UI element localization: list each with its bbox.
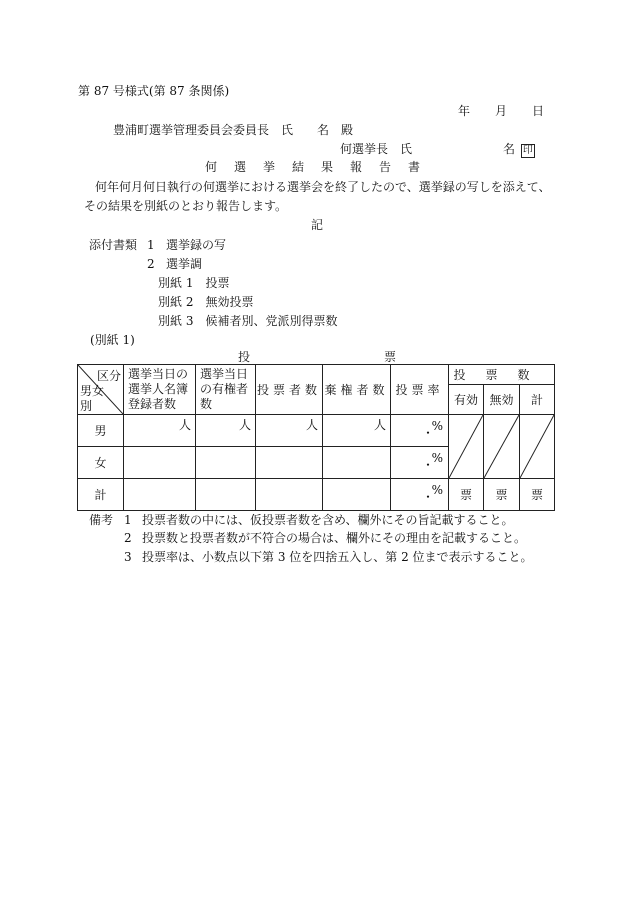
cell-rate-female[interactable] <box>391 447 449 479</box>
unit-person: 人 <box>305 418 318 432</box>
col-abstain: 棄権者数 <box>323 365 391 415</box>
name-char: 名 <box>503 142 516 156</box>
attachment-2-num: 2 <box>147 257 155 271</box>
annex-label: (別紙 1) <box>90 333 135 347</box>
cell-valid-total[interactable] <box>449 479 484 511</box>
cell-voters-female[interactable] <box>256 447 323 479</box>
notes-label: 備考 <box>89 513 114 527</box>
cell-eligible-total[interactable] <box>196 479 256 511</box>
unit-vote: 票 <box>459 488 472 502</box>
corner-cell <box>78 365 124 415</box>
col-voters: 投票者数 <box>256 365 323 415</box>
cell-eligible-male[interactable] <box>196 415 256 447</box>
corner-top-label: 区分 <box>96 369 121 383</box>
cell-voters-total[interactable] <box>256 479 323 511</box>
unit-percent: % <box>431 451 443 465</box>
unit-vote: 票 <box>495 488 508 502</box>
cell-voters-male[interactable] <box>256 415 323 447</box>
attachment-2-text: 選挙調 <box>166 257 203 271</box>
decimal-dot: ・ <box>422 426 435 440</box>
date-day: 日 <box>532 104 545 118</box>
cell-valid-slashed <box>449 415 484 479</box>
table-section-left: 投 <box>238 350 251 364</box>
col-eligible: 選挙当日の有権者数 <box>196 365 256 415</box>
note-1-text: 投票者数の中には、仮投票者数を含め、欄外にその旨記載すること。 <box>142 513 514 527</box>
document-title: 何選挙結果報告書 <box>205 160 438 174</box>
corner-bottom-label-2: 別 <box>80 399 93 413</box>
unit-percent: % <box>431 483 443 497</box>
sender-title: 何選挙長 氏 <box>340 142 413 156</box>
sub-attachment-2: 別紙 2 無効投票 <box>158 295 254 309</box>
seal-mark: 印 <box>522 145 533 156</box>
cell-eligible-female[interactable] <box>196 447 256 479</box>
col-valid: 有効 <box>449 384 484 414</box>
table-section-right: 票 <box>384 350 397 364</box>
voting-table <box>77 364 555 511</box>
col-votes-header: 投票数 <box>449 365 555 385</box>
col-votes-total: 計 <box>520 384 555 414</box>
col-invalid: 無効 <box>484 384 520 414</box>
sender-name-label <box>503 142 535 158</box>
unit-person: 人 <box>373 418 386 432</box>
col-registered: 選挙当日の選挙人名簿登録者数 <box>124 365 196 415</box>
attachments-label: 添付書類 <box>89 238 138 252</box>
sub-attachment-1: 別紙 1 投票 <box>158 276 230 290</box>
cell-abstain-male[interactable] <box>323 415 391 447</box>
note-3-text: 投票率は、小数点以下第 3 位を四捨五入し、第 2 位まで表示すること。 <box>142 550 533 564</box>
slash-invalid <box>484 415 519 478</box>
attachment-1-num: 1 <box>147 238 155 252</box>
col-rate: 投票率 <box>391 365 449 415</box>
date-month: 月 <box>495 104 508 118</box>
note-2-num: 2 <box>124 531 132 545</box>
note-2-text: 投票数と投票者数が不符合の場合は、欄外にその理由を記載すること。 <box>142 531 527 545</box>
unit-person: 人 <box>178 418 191 432</box>
cell-registered-female[interactable] <box>124 447 196 479</box>
cell-registered-male[interactable] <box>124 415 196 447</box>
unit-vote: 票 <box>530 488 543 502</box>
cell-rate-male[interactable] <box>391 415 449 447</box>
date-year: 年 <box>458 104 471 118</box>
cell-invalid-total[interactable] <box>484 479 520 511</box>
attachment-1-text: 選挙録の写 <box>166 238 227 252</box>
table-row <box>78 479 555 511</box>
sub-attachment-3: 別紙 3 候補者別、党派別得票数 <box>158 314 338 328</box>
row-label-total: 計 <box>78 479 124 511</box>
cell-votes-grand-total[interactable] <box>520 479 555 511</box>
slash-valid <box>449 415 483 478</box>
cell-registered-total[interactable] <box>124 479 196 511</box>
cell-total-slashed <box>520 415 555 479</box>
decimal-dot: ・ <box>422 490 435 504</box>
note-1-num: 1 <box>124 513 132 527</box>
slash-total <box>520 415 554 478</box>
body-line-1: 何年何月何日執行の何選挙における選挙会を終了したので、選挙録の写しを添えて、 <box>95 180 551 194</box>
cell-abstain-female[interactable] <box>323 447 391 479</box>
ki-marker: 記 <box>311 218 324 232</box>
table-row <box>78 415 555 447</box>
body-line-2: その結果を別紙のとおり報告します。 <box>84 199 288 213</box>
form-id: 第 87 号様式(第 87 条関係) <box>78 84 230 98</box>
cell-rate-total[interactable] <box>391 479 449 511</box>
addressee: 豊浦町選挙管理委員会委員長 氏 名 殿 <box>113 123 354 137</box>
row-label-male: 男 <box>78 415 124 447</box>
note-3-num: 3 <box>124 550 132 564</box>
decimal-dot: ・ <box>422 458 435 472</box>
row-label-female: 女 <box>78 447 124 479</box>
corner-bottom-label-1: 男女 <box>80 384 105 398</box>
cell-invalid-slashed <box>484 415 520 479</box>
unit-percent: % <box>431 419 443 433</box>
cell-abstain-total[interactable] <box>323 479 391 511</box>
unit-person: 人 <box>238 418 251 432</box>
